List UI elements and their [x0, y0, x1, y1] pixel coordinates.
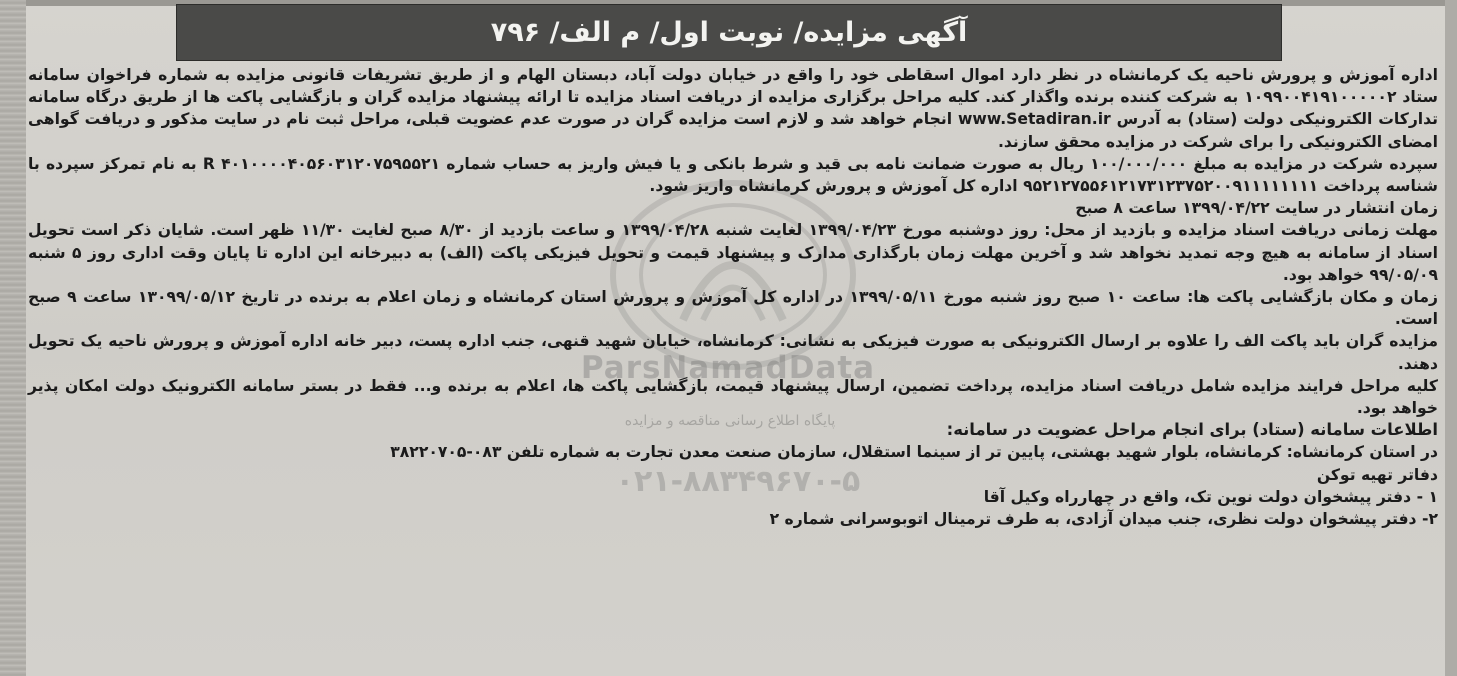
- notice-title: آگهی مزایده/ نوبت اول/ م الف/ ۷۹۶: [490, 17, 968, 48]
- paragraph-deadline: مهلت زمانی دریافت اسناد مزایده و بازدید از محل: روز دوشنبه مورخ ۱۳۹۹/۰۴/۲۳ لغایت شنبه ۱۳۹۹/۰۴/۲۸ و ساعت بازدید از ۸/۳۰ صبح لغایت ۱۱/۳۰ ظهر است. شایان ذکر است تحویل اسناد از سامانه به هیچ وجه تمدید نخواهد شد و آخرین مهلت زمان بارگذاری مدارک و پیشنهاد قیمت و تحویل فیزیکی پاکت (الف) به دبیرخانه این اداره تا پایان وقت اداری روز ۵ شنبه ۹۹/۰۵/۰۹ خواهد بود.: [28, 221, 1438, 284]
- notice-header: [176, 4, 1282, 61]
- watermark-tagline: پایگاه اطلاع رسانی مناقصه و مزایده: [624, 413, 836, 429]
- list-item-office-1: ۱ - دفتر پیشخوان دولت نوین تک، واقع در چهارراه وکیل آقا: [983, 487, 1438, 506]
- right-edge: [1445, 0, 1457, 676]
- left-edge: [0, 0, 26, 676]
- paragraph-intro: اداره آموزش و پرورش ناحیه یک کرمانشاه در نظر دارد اموال اسقاطی خود را واقع در خیابان دولت آباد، دبستان الهام و از طریق تشریفات قانونی مزایده به شماره فراخوان سامانه ستاد ۱۰۹۹۰۰۴۱۹۱۰۰۰۰۰۲ به شرکت کننده برنده واگذار کند. کلیه مراحل برگزاری مزایده از دریافت اسناد مزایده تا ارائه پیشنهاد مزایده گران و بازگشایی پاکت ها از طریق درگاه سامانه تدارکات الکترونیکی دولت (ستاد) به آدرس www.Setadiran.ir انجام خواهد شد و لازم است مزایده گران در صورت عدم عضویت قبلی، مراحل ثبت نام در سایت مذکور و دریافت گواهی امضای الکترونیکی را برای شرکت در مزایده محقق سازند.: [28, 66, 1438, 151]
- list-item-office-2: ۲- دفتر پیشخوان دولت نظری، جنب میدان آزادی، به طرف ترمینال اتوبوسرانی شماره ۲: [769, 510, 1438, 529]
- paragraph-token-offices: دفاتر تهیه توکن: [1316, 465, 1438, 484]
- watermark-brand: ParsNamadData: [580, 350, 876, 386]
- section-heading: اطلاعات سامانه (ستاد) برای انجام مراحل عضویت در سامانه:: [946, 420, 1438, 440]
- notice-body: [28, 64, 1438, 530]
- paragraph-process: کلیه مراحل فرایند مزایده شامل دریافت اسناد مزایده، پرداخت تضمین، ارسال پیشنهاد قیمت، بازگشایی پاکت ها، اعلام به برنده و... فقط در بستر سامانه الکترونیک دولت امکان پذیر خواهد بود.: [28, 376, 1438, 418]
- paragraph-physical-delivery: مزایده گران باید پاکت الف را علاوه بر ارسال الکترونیکی به صورت فیزیکی به نشانی: کرمانشاه، خیابان شهید قنهی، جنب اداره پست، دبیر خانه اداره آموزش و پرورش ناحیه یک تحویل دهند.: [28, 332, 1438, 373]
- paragraph-province-office: در استان کرمانشاه: کرمانشاه، بلوار شهید بهشتی، پایین تر از سینما استقلال، سازمان صنعت معدن تجارت به شماره تلفن ۰۸۳-۳۸۲۲۰۷۰۵: [390, 443, 1438, 462]
- paragraph-deposit: سپرده شرکت در مزایده به مبلغ ۱۰۰/۰۰۰/۰۰۰ ریال به صورت ضمانت نامه بی قید و شرط بانکی و یا فیش واریز به حساب شماره R ۴۰۱۰۰۰۰۴۰۵۶۰۳۱۲۰۷۵۹۵۵۲۱ به نام تمرکز سپرده با شناسه پرداخت ۹۵۲۱۲۷۵۵۶۱۲۱۷۳۱۲۳۷۵۲۰۰۹۱۱۱۱۱۱۱۱ اداره کل آموزش و پرورش کرمانشاه واریز شود.: [28, 154, 1438, 196]
- paragraph-opening-time: زمان و مکان بازگشایی پاکت ها: ساعت ۱۰ صبح روز شنبه مورخ ۱۳۹۹/۰۵/۱۱ در اداره کل آموزش و پرورش استان کرمانشاه و زمان اعلام به برنده در تاریخ ۱۳۰۹۹/۰۵/۱۲ ساعت ۹ صبح است.: [28, 288, 1438, 329]
- watermark-phone: ۰۲۱-۸۸۳۴۹۶۷۰-۵: [615, 464, 861, 499]
- paragraph-publish-time: زمان انتشار در سایت ۱۳۹۹/۰۴/۲۲ ساعت ۸ صبح: [1075, 199, 1438, 218]
